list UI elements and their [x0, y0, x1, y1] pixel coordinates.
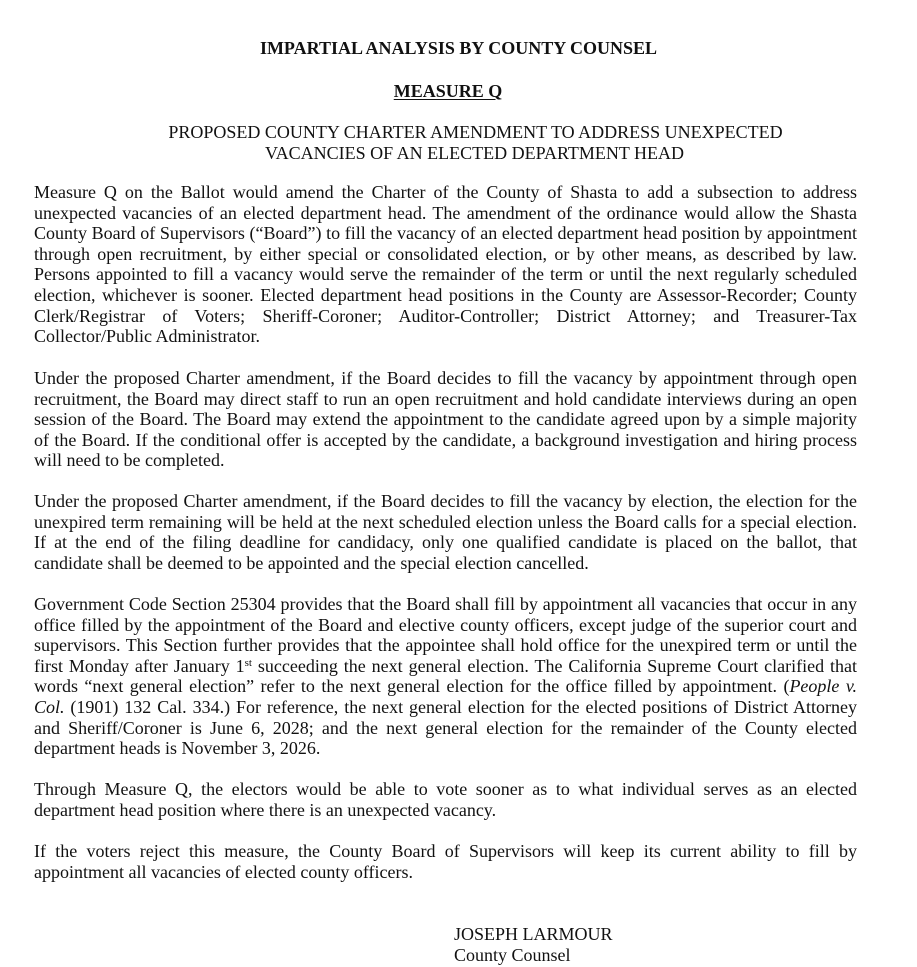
paragraph-election-process: Under the proposed Charter amendment, if the Board decides to fill the vacancy by election, the election for the unexpired term remaining will be held at the next scheduled election unless the Board calls for a special election. If at the end of the filing deadline for candidacy, only one qualified candidate is placed on the ballot, that candidate shall be deemed to be appointed and the special election cancelled. [34, 491, 857, 573]
document-title: IMPARTIAL ANALYSIS BY COUNTY COUNSEL [259, 38, 658, 58]
signatory-name: JOSEPH LARMOUR [454, 924, 613, 944]
subtitle-line-2: VACANCIES OF AN ELECTED DEPARTMENT HEAD [264, 142, 685, 163]
ordinal-superscript: st [244, 656, 252, 669]
subtitle-line-1: PROPOSED COUNTY CHARTER AMENDMENT TO ADDRESS UNEXPECTED [168, 122, 783, 142]
gov-code-text-1: Government Code Section 25304 provides that the Board shall fill by appointment all vacancies that occur in any office filled by the appointment of the Board and elective county officers, except judge of the superior court and supervisors. This Section further provides that the appointee shall hold office for the unexpired term or until the first Monday after January 1 [34, 594, 857, 676]
measure-heading: MEASURE Q [393, 81, 503, 101]
paragraph-rejection-effect: If the voters reject this measure, the County Board of Supervisors will keep its current ability to fill by appointment all vacancies of elected county officers. [34, 841, 857, 882]
gov-code-text-3: (1901) 132 Cal. 334.) For reference, the next general election for the elected positions of District Attorney and Sheriff/Coroner is June 6, 2028; and the next general election for the remainder of the County elected department heads is November 3, 2026. [34, 696, 857, 759]
paragraph-summary: Measure Q on the Ballot would amend the Charter of the County of Shasta to add a subsection to address unexpected vacancies of an elected department head. The amendment of the ordinance would allow the Shasta County Board of Supervisors (“Board”) to fill the vacancy of an elected department head position by appointment through open recruitment, by either special or consolidated election, or by other means, as described by law. Persons appointed to fill a vacancy would serve the remainder of the term or until the next regularly scheduled election, whichever is sooner. Elected department head positions in the County are Assessor-Recorder; County Clerk/Registrar of Voters; Sheriff-Coroner; Auditor-Controller; District Attorney; and Treasurer-Tax Collector/Public Administrator. [34, 182, 857, 347]
measure-subtitle [0, 122, 917, 163]
paragraph-government-code [34, 594, 857, 759]
signature-block [454, 924, 613, 965]
case-citation: People v. Col. [34, 676, 857, 717]
paragraph-measure-effect: Through Measure Q, the electors would be able to vote sooner as to what individual serves as an elected department head position where there is an unexpected vacancy. [34, 779, 857, 820]
signatory-title: County Counsel [454, 944, 571, 965]
gov-code-text-2: succeeding the next general election. The California Supreme Court clarified that words “next general election” refer to the next general election for the office filled by appointment. ( [34, 655, 857, 697]
paragraph-appointment-process: Under the proposed Charter amendment, if the Board decides to fill the vacancy by appointment through open recruitment, the Board may direct staff to run an open recruitment and hold candidate interviews during an open session of the Board. The Board may extend the appointment to the candidate agreed upon by a simple majority of the Board. If the conditional offer is accepted by the candidate, a background investigation and hiring process will need to be completed. [34, 368, 857, 471]
